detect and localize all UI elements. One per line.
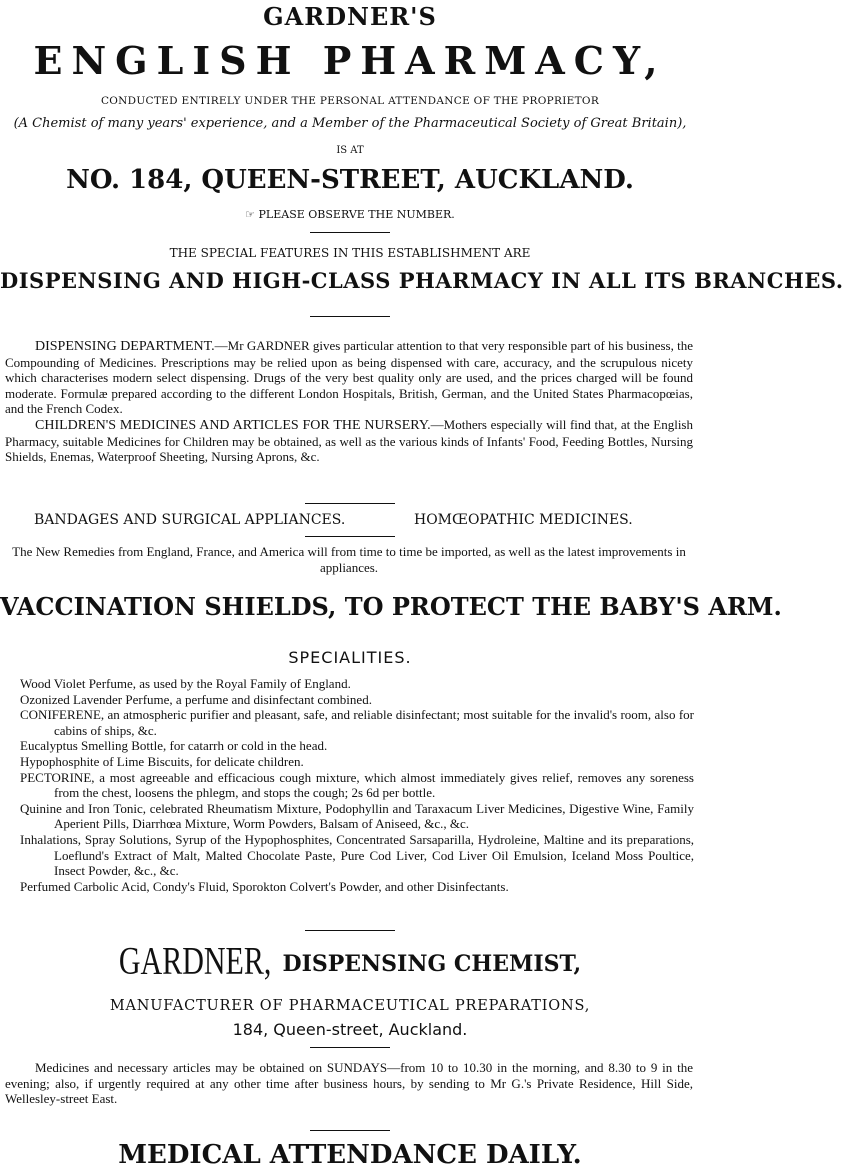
list-item: Inhalations, Spray Solutions, Syrup of the Hypophosphites, Concentrated Sarsaparilla, Hydroleine, Maltine and its preparations, Loeflund's Extract of Malt, Malted Chocolate Paste, Pure Cod Liver, Cod Liver Oil Emulsion, Iceland Moss Poultice, Insect Powder, &c., &c.: [20, 831, 694, 879]
list-item: Hypophosphite of Lime Biscuits, for delicate children.: [20, 753, 304, 769]
sundays-paragraph: Medicines and necessary articles may be obtained on SUNDAYS—from 10 to 10.30 in the morning, and 8.30 to 9 in the evening; also, if urgently required at any other time after business hours, by sending to Mr G.'s Private Residence, Hill Side, Wellesley-street East.: [5, 1060, 693, 1107]
list-item: PECTORINE, a most agreeable and efficacious cough mixture, which almost immediately gives relief, removes any soreness from the chest, loosens the phlegm, and stops the cough; 2s 6d per bottle.: [20, 769, 694, 801]
manufacturer-line: MANUFACTURER OF PHARMACEUTICAL PREPARATIONS,: [109, 998, 591, 1014]
chemist-note: (A Chemist of many years' experience, and a Member of the Pharmaceutical Society of Great Britain),: [13, 116, 687, 131]
children-heading: CHILDREN'S MEDICINES AND ARTICLES FOR THE NURSERY.: [35, 417, 431, 433]
brand-name: GARDNER'S: [263, 2, 437, 31]
features-intro: THE SPECIAL FEATURES IN THIS ESTABLISHMENT ARE: [169, 246, 531, 260]
vaccination-line: VACCINATION SHIELDS, TO PROTECT THE BABY'S ARM.: [0, 592, 782, 621]
dispensing-heading: DISPENSING DEPARTMENT.: [35, 339, 215, 354]
dispensing-text: —Mr GARDNER gives particular attention to that very responsible part of his business, the Compounding of Medicines. Prescriptions may be relied upon as being dispensed with care, accuracy, and the scrupulous nicety which characterises modern select dispensing. Drugs of the very best quality only are used, and the prices charged will be found moderate. Formulæ prepared according to the different London Hospitals, British, German, and the United States Pharmacopœias, and the French Codex.: [5, 338, 693, 417]
list-item: Eucalyptus Smelling Bottle, for catarrh or cold in the head.: [20, 738, 328, 754]
dispensing-chemist: DISPENSING CHEMIST,: [282, 951, 582, 977]
specialities-title: SPECIALITIES.: [288, 648, 412, 667]
sundays-text: [5, 1060, 693, 1107]
observe-number: ☞ PLEASE OBSERVE THE NUMBER.: [245, 208, 455, 221]
list-item: Wood Violet Perfume, as used by the Royal Family of England.: [20, 676, 351, 691]
remedies-text: The New Remedies from England, France, and America will from time to time be imported, as well as the latest improvements in appliances.: [12, 544, 686, 575]
attendance-line: MEDICAL ATTENDANCE DAILY.: [118, 1140, 582, 1170]
list-item: Perfumed Carbolic Acid, Condy's Fluid, Sporokton Colvert's Powder, and other Disinfectants.: [20, 878, 509, 894]
address-line: NO. 184, QUEEN-STREET, AUCKLAND.: [66, 165, 634, 195]
divider: [310, 1130, 390, 1131]
footer-address: 184, Queen-street, Auckland.: [232, 1020, 468, 1039]
list-item: CONIFERENE, an atmospheric purifier and pleasant, safe, and reliable disinfectant; most suitable for the invalid's room, also for cabins of ships, &c.: [20, 707, 694, 738]
dispensing-section: [5, 338, 693, 465]
divider: [305, 536, 395, 537]
divider: [305, 503, 395, 504]
divider: [305, 930, 395, 931]
list-item: Quinine and Iron Tonic, celebrated Rheumatism Mixture, Podophyllin and Taraxacum Liver Medicines, Digestive Wine, Family Aperient Pills, Diarrhœa Mixture, Worm Powders, Balsam of Aniseed, &c., &c.: [20, 800, 694, 832]
gardner-line: [0, 939, 700, 983]
pharmacy-title: ENGLISH PHARMACY,: [33, 38, 667, 83]
children-section: [5, 417, 693, 465]
homoeopathic-line: HOMŒOPATHIC MEDICINES.: [414, 512, 633, 528]
features-line: DISPENSING AND HIGH-CLASS PHARMACY IN ALL ITS BRANCHES.: [0, 268, 844, 293]
divider: [310, 316, 390, 317]
divider: [310, 232, 390, 233]
list-item: Ozonized Lavender Perfume, a perfume and disinfectant combined.: [20, 691, 372, 707]
conducted-line: CONDUCTED ENTIRELY UNDER THE PERSONAL ATTENDANCE OF THE PROPRIETOR: [100, 95, 600, 107]
gardner-name: GARDNER,: [118, 939, 272, 983]
divider: [310, 1047, 390, 1048]
children-text: —Mothers especially will find that, at the English Pharmacy, suitable Medicines for Children may be obtained, as well as the various kinds of Infants' Food, Feeding Bottles, Nursing Shields, Enemas, Waterproof Sheeting, Nursing Aprons, &c.: [5, 416, 693, 465]
specialities-list: [20, 676, 694, 894]
bandages-line: BANDAGES AND SURGICAL APPLIANCES.: [34, 512, 346, 528]
is-at: IS AT: [336, 145, 364, 156]
